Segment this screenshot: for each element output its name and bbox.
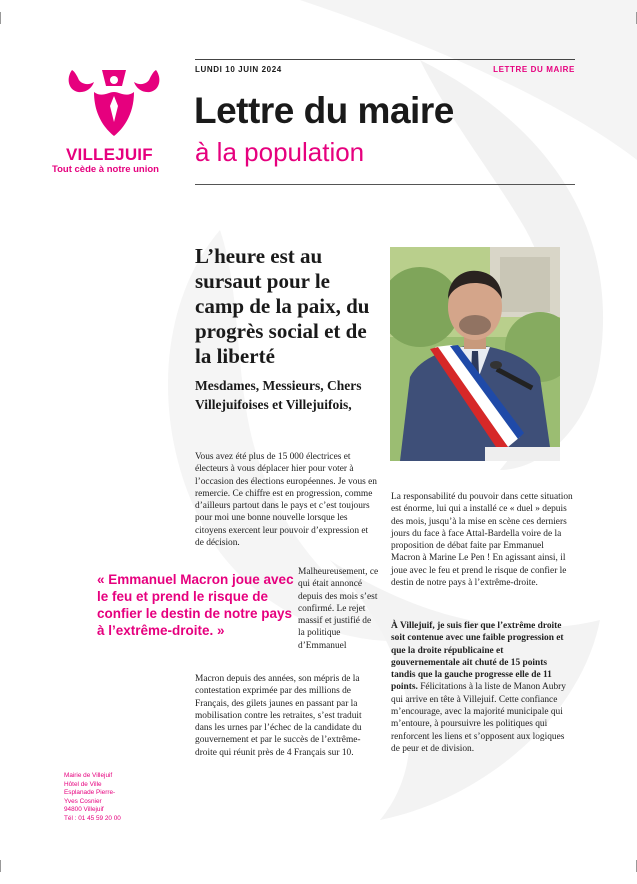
heart-crest-icon bbox=[64, 62, 164, 140]
right-paragraph-2 bbox=[391, 620, 573, 755]
article-headline: L’heure est au sursaut pour le camp de la paix, du progrès social et de la liberté bbox=[195, 244, 370, 368]
right-paragraph-2-rest: Félicitations à la liste de Manon Aubry qui arrive en tête à Villejuif. Cette confiance m’encourage, avec la majorité municipale qui m’entoure, à poursuivre les politiques qui renforcent les liens et s’opposent aux logiques de peur et de division. bbox=[391, 682, 566, 754]
paragraph-2-start: Malheureusement, ce qui était annoncé depuis des mois s’est confirmé. Le rejet massif et justifié de la politique d’Emmanuel bbox=[298, 567, 379, 651]
issue-date: LUNDI 10 JUIN 2024 bbox=[195, 65, 282, 74]
villejuif-logo bbox=[52, 62, 174, 175]
paragraph-2-end: Macron depuis des années, son mépris de la contestation exprimée par des millions de Français, des gilets jaunes en passant par la mobilisation contre les retraites, s’est traduit dans les urnes par l’échec de la candidate du gouvernement et par le succès de l’extrême-droite qui réunit près de 4 Français sur 10. bbox=[195, 674, 362, 758]
address-line: Yves Cosnier bbox=[64, 797, 102, 805]
section-label: LETTRE DU MAIRE bbox=[493, 65, 575, 74]
crop-mark bbox=[0, 12, 1, 24]
pull-quote: « Emmanuel Macron joue avec le feu et prend le risque de confier le destin de notre pays à l’extrême-droite. » bbox=[97, 572, 294, 638]
salutation: Mesdames, Messieurs, Chers Villejuifoises et Villejuifois, bbox=[195, 378, 362, 412]
brand-tagline: Tout cède à notre union bbox=[52, 164, 159, 175]
address-line: Tél : 01 45 59 20 00 bbox=[64, 814, 121, 822]
right-paragraph-1: La responsabilité du pouvoir dans cette situation est énorme, lui qui a installé ce « duel » depuis des mois, jusqu’à la mise en scène ces derniers jours du face à face Attal-Bardella voire de la proposition de débat faite par Emmanuel Macron à Marine Le Pen ! En agissant ainsi, il joue avec le feu et prend le risque de confier le destin de notre pays à l’extrême-droite. bbox=[391, 492, 573, 589]
mayor-photo bbox=[390, 247, 560, 461]
address-line: Hôtel de Ville bbox=[64, 780, 102, 788]
page-title: Lettre du maire bbox=[194, 90, 454, 131]
top-rule bbox=[195, 59, 575, 60]
brand-name: VILLEJUIF bbox=[66, 145, 153, 164]
address-line: Esplanade Pierre- bbox=[64, 789, 116, 797]
header-divider bbox=[195, 184, 575, 185]
town-hall-address bbox=[64, 772, 134, 824]
page-subtitle: à la population bbox=[195, 137, 365, 167]
crop-mark bbox=[0, 860, 1, 872]
address-line: Mairie de Villejuif bbox=[64, 772, 113, 779]
right-paragraph-2-bold: À Villejuif, je suis fier que l’extrême droite soit contenue avec une faible progression et que la droite républicaine et gouvernementale ait chuté de 15 points tandis que la gauche progresse elle de 11 points. bbox=[391, 621, 564, 693]
address-line: 94800 Villejuif bbox=[64, 806, 104, 814]
paragraph-1: Vous avez été plus de 15 000 électrices et électeurs à vous déplacer hier pour voter à l’occasion des élections européennes. Je vous en remercie. Ce chiffre est en progression, comme d’ailleurs partout dans le pays et c’est toujours pour moi une bonne nouvelle lorsque les citoyens exercent leur pouvoir d’expression et de décision. bbox=[195, 452, 377, 549]
